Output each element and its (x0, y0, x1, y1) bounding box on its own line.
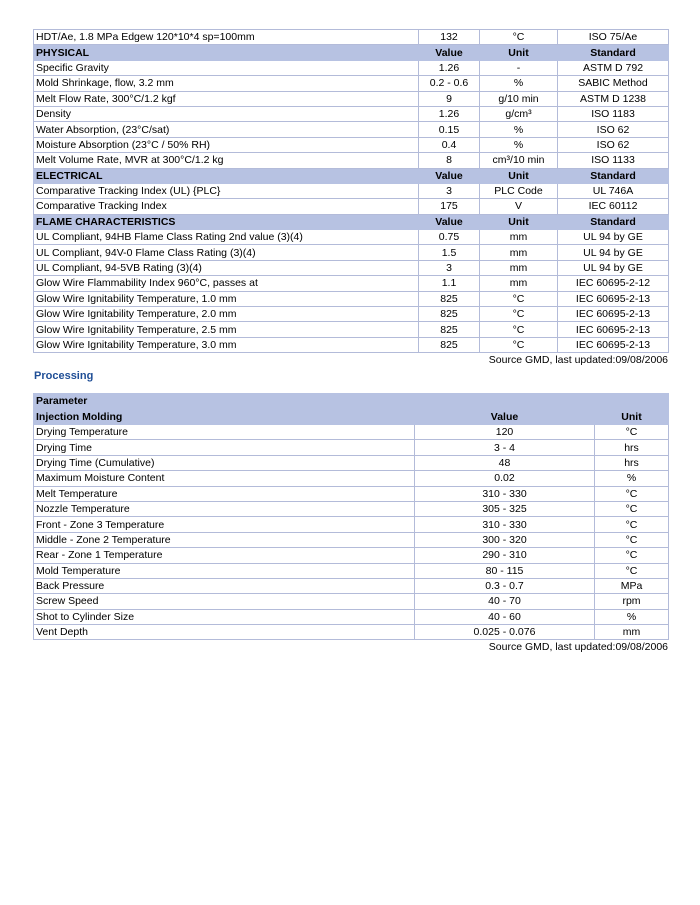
property-name: Melt Flow Rate, 300°C/1.2 kgf (34, 91, 419, 106)
property-row (34, 91, 669, 106)
section-header-cell: Standard (558, 168, 669, 183)
unit-header: Unit (595, 409, 669, 424)
parameter-name: Mold Temperature (34, 563, 415, 578)
property-standard: UL 94 by GE (558, 245, 669, 260)
processing-row (34, 471, 669, 486)
property-standard: IEC 60695-2-13 (558, 307, 669, 322)
property-unit: V (480, 199, 558, 214)
property-name: Density (34, 106, 419, 121)
property-value: 0.15 (419, 122, 480, 137)
processing-row (34, 594, 669, 609)
property-name: UL Compliant, 94HB Flame Class Rating 2nd value (3)(4) (34, 230, 419, 245)
section-header-cell: FLAME CHARACTERISTICS (34, 214, 419, 229)
section-header-cell: Unit (480, 214, 558, 229)
property-name: UL Compliant, 94V-0 Flame Class Rating (3)(4) (34, 245, 419, 260)
property-value: 1.1 (419, 276, 480, 291)
processing-row (34, 455, 669, 470)
section-header-cell: PHYSICAL (34, 45, 419, 60)
property-value: 0.75 (419, 230, 480, 245)
property-value: 825 (419, 322, 480, 337)
parameter-unit: % (595, 471, 669, 486)
property-value: 825 (419, 337, 480, 352)
processing-row (34, 486, 669, 501)
property-standard: IEC 60695-2-13 (558, 322, 669, 337)
property-row (34, 122, 669, 137)
property-value: 132 (419, 30, 480, 45)
parameter-name: Drying Time (34, 440, 415, 455)
property-name: UL Compliant, 94-5VB Rating (3)(4) (34, 260, 419, 275)
property-unit: °C (480, 291, 558, 306)
parameter-value: 290 - 310 (415, 548, 595, 563)
property-unit: - (480, 60, 558, 75)
property-row (34, 199, 669, 214)
property-row (34, 276, 669, 291)
parameter-name: Screw Speed (34, 594, 415, 609)
property-unit: cm³/10 min (480, 153, 558, 168)
parameter-value: 0.025 - 0.076 (415, 625, 595, 640)
property-value: 825 (419, 307, 480, 322)
parameter-value: 0.3 - 0.7 (415, 578, 595, 593)
parameter-name: Drying Time (Cumulative) (34, 455, 415, 470)
parameter-value: 3 - 4 (415, 440, 595, 455)
parameter-name: Middle - Zone 2 Temperature (34, 532, 415, 547)
property-value: 1.5 (419, 245, 480, 260)
property-row (34, 137, 669, 152)
parameter-unit: hrs (595, 440, 669, 455)
property-value: 8 (419, 153, 480, 168)
property-unit: % (480, 137, 558, 152)
section-header-cell: ELECTRICAL (34, 168, 419, 183)
processing-row (34, 563, 669, 578)
property-row (34, 60, 669, 75)
parameter-unit: °C (595, 548, 669, 563)
property-unit: °C (480, 30, 558, 45)
property-name: Comparative Tracking Index (UL) {PLC} (34, 183, 419, 198)
parameter-value: 0.02 (415, 471, 595, 486)
parameter-name: Front - Zone 3 Temperature (34, 517, 415, 532)
section-header-cell: Value (419, 45, 480, 60)
property-value: 1.26 (419, 60, 480, 75)
processing-row (34, 532, 669, 547)
property-unit: mm (480, 245, 558, 260)
property-standard: ASTM D 792 (558, 60, 669, 75)
section-header-cell: Value (419, 168, 480, 183)
parameter-name: Melt Temperature (34, 486, 415, 501)
property-standard: ISO 1133 (558, 153, 669, 168)
processing-row (34, 625, 669, 640)
property-value: 825 (419, 291, 480, 306)
processing-row (34, 424, 669, 439)
parameter-value: 80 - 115 (415, 563, 595, 578)
property-name: Water Absorption, (23°C/sat) (34, 122, 419, 137)
property-row (34, 230, 669, 245)
property-value: 0.2 - 0.6 (419, 76, 480, 91)
processing-row (34, 501, 669, 516)
processing-row (34, 578, 669, 593)
processing-row (34, 548, 669, 563)
property-standard: IEC 60695-2-12 (558, 276, 669, 291)
property-standard: ASTM D 1238 (558, 91, 669, 106)
processing-row (34, 440, 669, 455)
property-value: 1.26 (419, 106, 480, 121)
parameter-unit: mm (595, 625, 669, 640)
parameter-value: 120 (415, 424, 595, 439)
property-unit: PLC Code (480, 183, 558, 198)
parameter-unit: °C (595, 486, 669, 501)
parameter-value: 310 - 330 (415, 517, 595, 532)
property-value: 3 (419, 183, 480, 198)
property-value: 9 (419, 91, 480, 106)
property-name: Mold Shrinkage, flow, 3.2 mm (34, 76, 419, 91)
parameter-name: Drying Temperature (34, 424, 415, 439)
property-unit: mm (480, 230, 558, 245)
property-unit: % (480, 76, 558, 91)
property-row (34, 76, 669, 91)
property-unit: °C (480, 337, 558, 352)
parameter-unit: °C (595, 424, 669, 439)
parameter-unit: °C (595, 501, 669, 516)
property-row (34, 307, 669, 322)
property-row (34, 183, 669, 198)
parameter-name: Back Pressure (34, 578, 415, 593)
section-header-cell: Standard (558, 45, 669, 60)
property-unit: % (480, 122, 558, 137)
processing-row (34, 609, 669, 624)
parameter-value: 48 (415, 455, 595, 470)
parameter-unit: °C (595, 532, 669, 547)
property-value: 175 (419, 199, 480, 214)
property-row (34, 322, 669, 337)
property-row (34, 245, 669, 260)
property-name: Glow Wire Flammability Index 960°C, passes at (34, 276, 419, 291)
property-standard: IEC 60695-2-13 (558, 337, 669, 352)
property-standard: ISO 62 (558, 122, 669, 137)
document-content (33, 29, 668, 655)
parameter-name: Rear - Zone 1 Temperature (34, 548, 415, 563)
processing-section-title: Processing (34, 370, 94, 383)
section-header-cell: Unit (480, 45, 558, 60)
property-unit: °C (480, 307, 558, 322)
property-row (34, 291, 669, 306)
properties-table (33, 29, 669, 353)
property-name: Glow Wire Ignitability Temperature, 2.5 mm (34, 322, 419, 337)
parameter-value: 40 - 60 (415, 609, 595, 624)
parameter-unit: MPa (595, 578, 669, 593)
property-standard: UL 746A (558, 183, 669, 198)
section-header-row (34, 168, 669, 183)
property-name: Specific Gravity (34, 60, 419, 75)
parameter-name: Maximum Moisture Content (34, 471, 415, 486)
property-unit: mm (480, 276, 558, 291)
property-name: Moisture Absorption (23°C / 50% RH) (34, 137, 419, 152)
property-value: 0.4 (419, 137, 480, 152)
property-standard: IEC 60695-2-13 (558, 291, 669, 306)
property-row (34, 337, 669, 352)
property-unit: °C (480, 322, 558, 337)
parameter-value: 40 - 70 (415, 594, 595, 609)
processing-row (34, 517, 669, 532)
processing-parameter-header-row (34, 394, 669, 409)
parameter-name: Nozzle Temperature (34, 501, 415, 516)
property-value: 3 (419, 260, 480, 275)
properties-source-note: Source GMD, last updated:09/08/2006 (488, 354, 668, 367)
processing-column-header-row (34, 409, 669, 424)
section-header-row (34, 45, 669, 60)
parameter-unit: °C (595, 517, 669, 532)
processing-source-note: Source GMD, last updated:09/08/2006 (488, 641, 668, 654)
property-row (34, 153, 669, 168)
section-header-cell: Unit (480, 168, 558, 183)
section-header-row (34, 214, 669, 229)
section-header-cell: Value (419, 214, 480, 229)
property-standard: ISO 62 (558, 137, 669, 152)
property-name: Glow Wire Ignitability Temperature, 3.0 mm (34, 337, 419, 352)
processing-table (33, 393, 669, 640)
parameter-unit: rpm (595, 594, 669, 609)
property-unit: g/10 min (480, 91, 558, 106)
property-standard: UL 94 by GE (558, 230, 669, 245)
property-standard: ISO 75/Ae (558, 30, 669, 45)
property-standard: SABIC Method (558, 76, 669, 91)
property-row (34, 260, 669, 275)
property-name: HDT/Ae, 1.8 MPa Edgew 120*10*4 sp=100mm (34, 30, 419, 45)
parameter-value: 310 - 330 (415, 486, 595, 501)
property-unit: mm (480, 260, 558, 275)
property-name: Glow Wire Ignitability Temperature, 1.0 mm (34, 291, 419, 306)
value-header: Value (415, 409, 595, 424)
parameter-header: Parameter (34, 394, 669, 409)
parameter-unit: °C (595, 563, 669, 578)
property-standard: ISO 1183 (558, 106, 669, 121)
property-standard: UL 94 by GE (558, 260, 669, 275)
property-row (34, 106, 669, 121)
parameter-unit: % (595, 609, 669, 624)
parameter-unit: hrs (595, 455, 669, 470)
parameter-value: 305 - 325 (415, 501, 595, 516)
injection-molding-header: Injection Molding (34, 409, 415, 424)
parameter-value: 300 - 320 (415, 532, 595, 547)
property-name: Melt Volume Rate, MVR at 300°C/1.2 kg (34, 153, 419, 168)
property-standard: IEC 60112 (558, 199, 669, 214)
property-unit: g/cm³ (480, 106, 558, 121)
section-header-cell: Standard (558, 214, 669, 229)
parameter-name: Shot to Cylinder Size (34, 609, 415, 624)
property-name: Glow Wire Ignitability Temperature, 2.0 mm (34, 307, 419, 322)
property-row (34, 30, 669, 45)
parameter-name: Vent Depth (34, 625, 415, 640)
property-name: Comparative Tracking Index (34, 199, 419, 214)
